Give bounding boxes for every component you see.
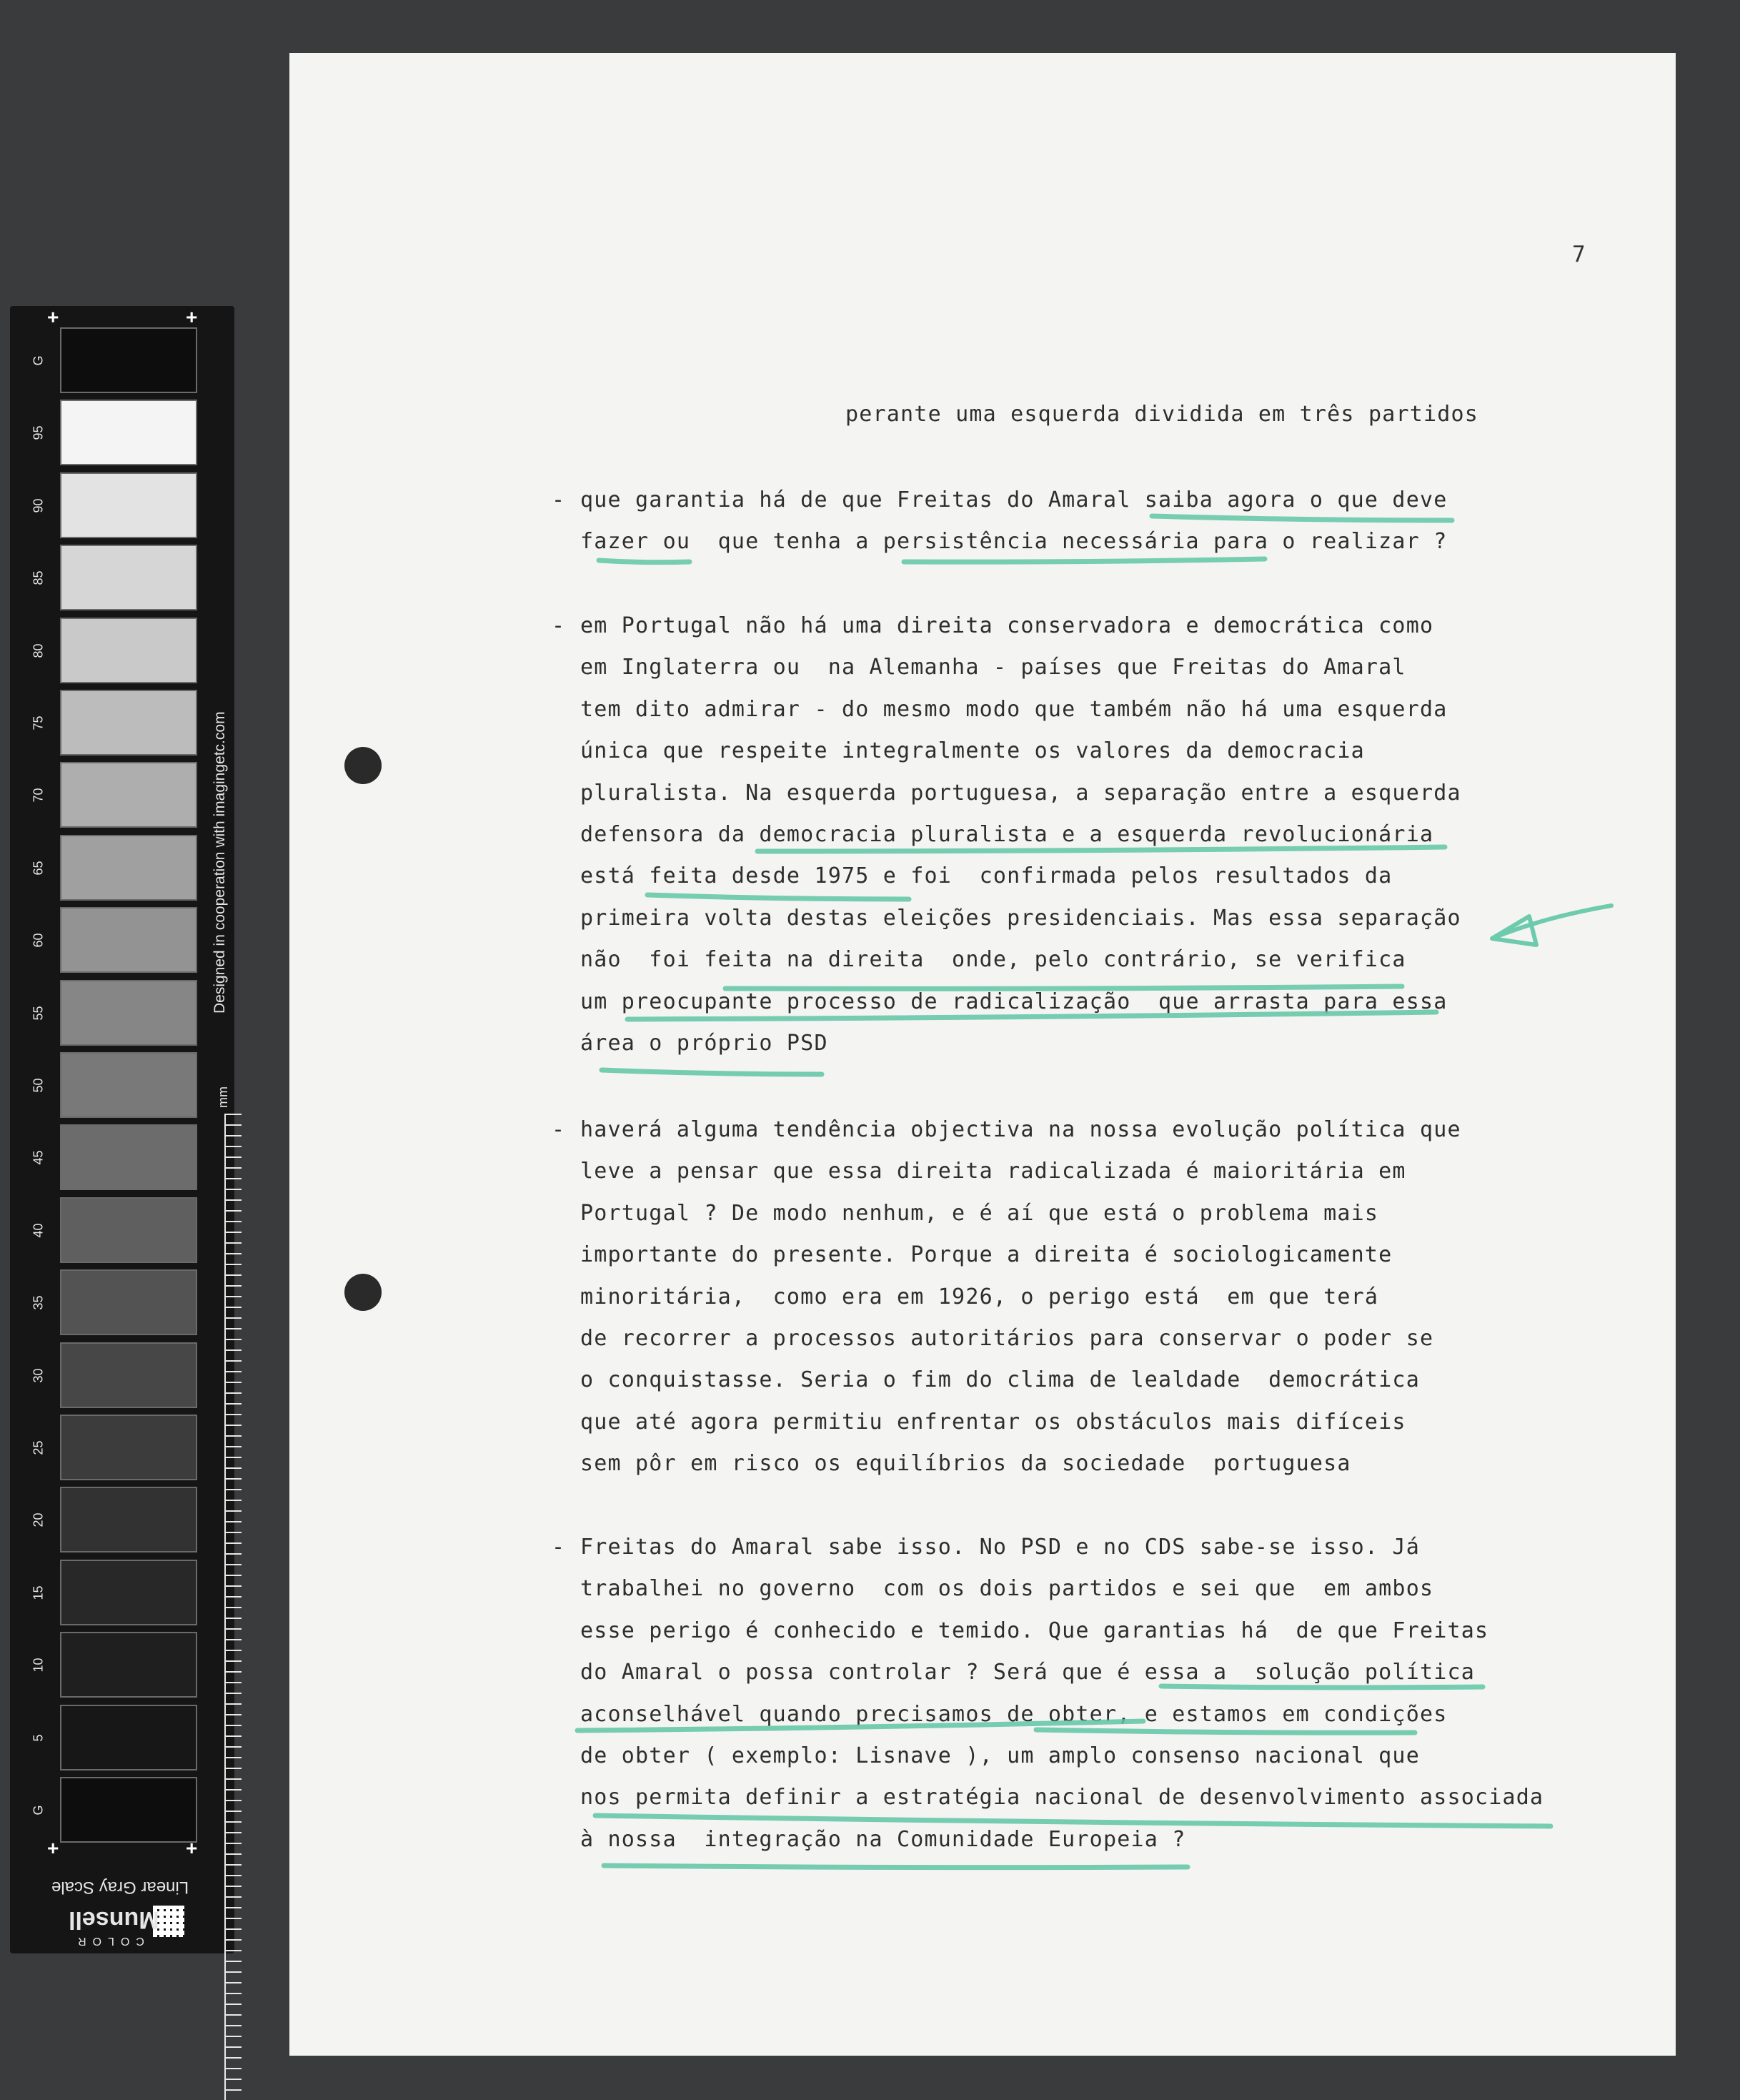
text-line: minoritária, como era em 1926, o perigo está em que terá — [580, 1284, 1379, 1309]
gray-patch-label: G — [31, 1805, 46, 1816]
text-line: não foi feita na direita onde, pelo contrário, se verifica — [580, 947, 1406, 973]
gray-patch-label: 50 — [31, 1078, 46, 1093]
brand-name: Munsell — [69, 1906, 159, 1933]
text-line: tem dito admirar - do mesmo modo que também não há uma esquerda — [580, 696, 1448, 722]
highlight-underline — [1036, 1730, 1415, 1733]
highlight-underline — [725, 986, 1402, 989]
gray-patch-label: 35 — [31, 1295, 46, 1310]
credit-text: Designed in cooperation with imagingetc.com — [212, 711, 228, 1014]
text-line: à nossa integração na Comunidade Europeia ? — [580, 1826, 1186, 1852]
text-line: nos permita definir a estratégia nacional de desenvolvimento associada — [580, 1785, 1544, 1811]
text-line: que até agora permitiu enfrentar os obstáculos mais difíceis — [580, 1409, 1406, 1435]
text-line: pluralista. Na esquerda portuguesa, a separação entre a esquerda — [580, 780, 1461, 806]
page-number: 7 — [1572, 242, 1586, 267]
text-line: área o próprio PSD — [580, 1031, 828, 1056]
text-line: de obter ( exemplo: Lisnave ), um amplo consenso nacional que — [580, 1743, 1420, 1768]
text-line: Freitas do Amaral sabe isso. No PSD e no CDS sabe-se isso. Já — [580, 1535, 1420, 1560]
paragraph-bullet: - — [552, 1535, 565, 1560]
text-line: única que respeite integralmente os valores da democracia — [580, 738, 1365, 764]
gray-patch-label: 30 — [31, 1368, 46, 1383]
highlight-underline — [904, 559, 1265, 562]
highlight-underline — [647, 895, 909, 899]
highlight-underline — [595, 1816, 1551, 1826]
paragraph-bullet: - — [552, 1117, 565, 1142]
gray-patch-label: 45 — [31, 1150, 46, 1165]
text-line: está feita desde 1975 e foi confirmada pelos resultados da — [580, 863, 1393, 889]
gray-patch-label: 80 — [31, 643, 46, 658]
text-line: esse perigo é conhecido e temido. Que garantias há de que Freitas — [580, 1618, 1489, 1643]
gray-patch-label: 20 — [31, 1512, 46, 1527]
registration-mark-bl: + — [47, 1837, 59, 1859]
gray-patch-label: 25 — [31, 1440, 46, 1455]
gray-patch-label: 60 — [31, 933, 46, 948]
text-line: sem pôr em risco os equilíbrios da sociedade portuguesa — [580, 1451, 1351, 1477]
gray-patch-label: 15 — [31, 1585, 46, 1600]
highlight-underline — [757, 847, 1445, 851]
paragraph-bullet: - — [552, 613, 565, 638]
highlight-underline — [1152, 516, 1452, 520]
gray-patch-label: 75 — [31, 715, 46, 730]
text-line: primeira volta destas eleições presidenciais. Mas essa separação — [580, 905, 1461, 931]
text-line: importante do presente. Porque a direita é sociologicamente — [580, 1242, 1393, 1268]
page-heading: perante uma esquerda dividida em três partidos — [845, 402, 1479, 427]
gray-patch-label: 5 — [31, 1734, 46, 1742]
text-line: o conquistasse. Seria o fim do clima de lealdade democrática — [580, 1367, 1420, 1393]
product-name: Linear Gray Scale — [51, 1878, 189, 1897]
gray-patch-label: 70 — [31, 788, 46, 803]
paragraph-bullet: - — [552, 487, 565, 512]
gray-patch-label: 85 — [31, 570, 46, 585]
highlight-underline — [604, 1866, 1188, 1868]
brand-subtitle: COLOR — [71, 1935, 144, 1947]
text-line: Portugal ? De modo nenhum, e é aí que está o problema mais — [580, 1200, 1379, 1226]
text-line: fazer ou que tenha a persistência necessária para o realizar ? — [580, 529, 1448, 555]
registration-mark-tr: + — [186, 306, 198, 328]
text-line: um preocupante processo de radicalização que arrasta para essa — [580, 989, 1448, 1014]
text-line: leve a pensar que essa direita radicalizada é maioritária em — [580, 1159, 1406, 1184]
gray-patch-label: 40 — [31, 1223, 46, 1238]
text-line: do Amaral o possa controlar ? Será que é essa a solução política — [580, 1660, 1475, 1685]
highlight-underline — [1161, 1686, 1483, 1688]
gray-patch-label: G — [31, 355, 46, 366]
text-line: aconselhável quando precisamos de obter, e estamos em condições — [580, 1701, 1448, 1727]
registration-mark-br: + — [186, 1837, 198, 1859]
gray-patch-label: 10 — [31, 1658, 46, 1673]
text-line: defensora da democracia pluralista e a esquerda revolucionária — [580, 822, 1434, 847]
arrow-annotation-icon — [1492, 906, 1611, 945]
highlight-underline — [599, 560, 690, 563]
text-line: em Portugal não há uma direita conservadora e democrática como — [580, 613, 1434, 638]
text-line: haverá alguma tendência objectiva na nossa evolução política que — [580, 1117, 1461, 1142]
text-line: em Inglaterra ou na Alemanha - países que Freitas do Amaral — [580, 655, 1406, 680]
highlight-underline — [602, 1070, 822, 1074]
gray-patch-label: 55 — [31, 1006, 46, 1021]
gray-patch-label: 90 — [31, 498, 46, 513]
gray-patch-label: 65 — [31, 861, 46, 876]
highlight-underline — [627, 1012, 1436, 1019]
text-line: de recorrer a processos autoritários para conservar o poder se — [580, 1326, 1434, 1351]
text-line: que garantia há de que Freitas do Amaral saiba agora o que deve — [580, 487, 1448, 512]
registration-mark-tl: + — [47, 306, 59, 328]
ruler-unit-label: mm — [216, 1086, 230, 1108]
gray-patch-label: 95 — [31, 425, 46, 440]
text-line: trabalhei no governo com os dois partidos e sei que em ambos — [580, 1576, 1434, 1602]
